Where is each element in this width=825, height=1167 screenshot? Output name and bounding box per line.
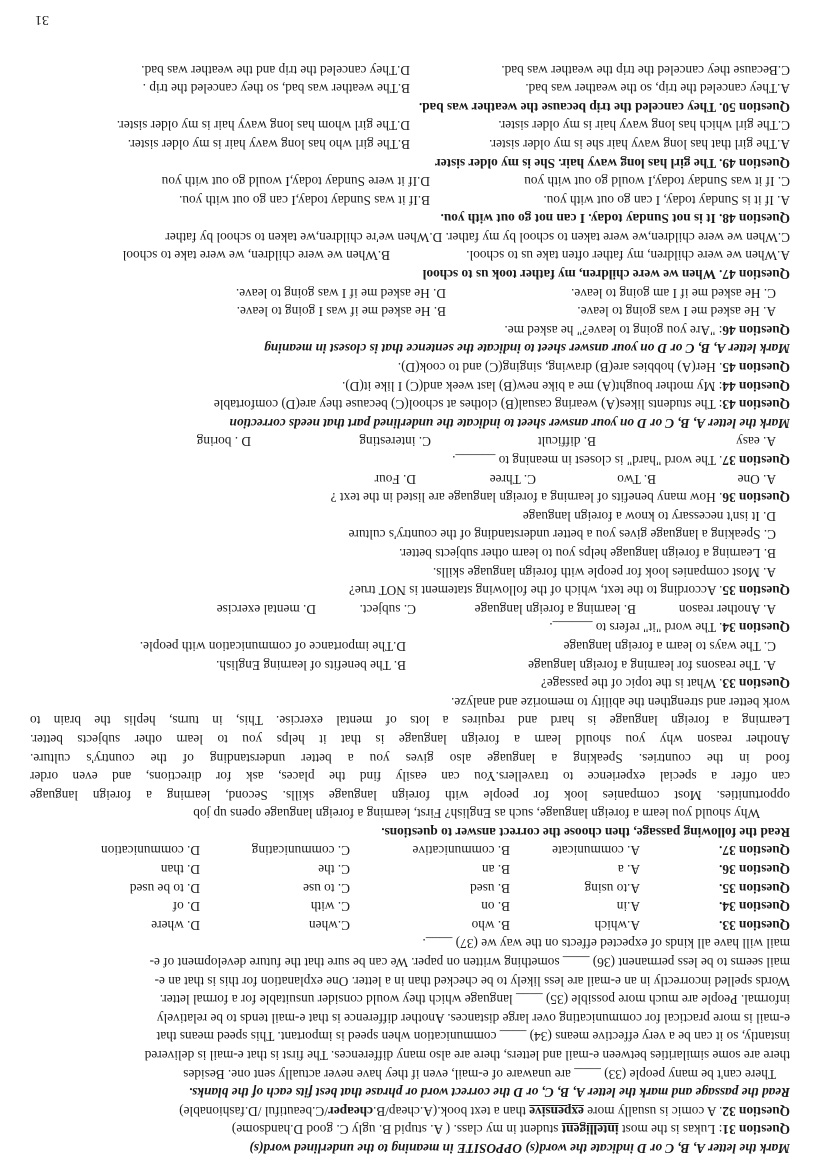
q46-options-cd: C. He asked me if I am going to leave. D. He asked me if I was going to leave. [235, 285, 776, 301]
reading-q35-option-c: C. Speaking a language gives you a better understanding of the country's culture [348, 527, 776, 543]
cloze-question-34: Question 34. A.in B. on C. with D. of [172, 899, 790, 915]
cloze-question-35: Question 35. A.to using B. used C. to use D. to be used [129, 880, 790, 896]
cloze-line: e-mail is more practical for communicating over large distances. Another difference is that e-mail tends to be relatively [156, 1010, 790, 1026]
q49-options-cd: C.The girl which has long wavy hair is my older sister. D.The girl whom has long wavy hair is my older sister. [116, 118, 790, 134]
reading-line: Why should you learn a foreign language, such as English? First, learning a foreign language opens up job [193, 806, 760, 822]
q50-options-cd: C.Because they canceled the trip the weather was bad. D.They canceled the trip and the weather was bad. [141, 62, 790, 78]
question-44: Question 44: My mother bought(A) me a bike new(B) last week and(C) I like it(D). [342, 378, 790, 394]
reading-q35-option-b: B. Learning a foreign language helps you to learn other subjects better. [399, 546, 776, 561]
cloze-question-37: Question 37. A. communicate B. communicative C. communicating D. communication [101, 843, 790, 859]
cloze-line: instantly, so it can be a very effective means (34) ____ communication when speed is important. This speed means that [156, 1029, 790, 1045]
reading-question-37: Question 37. The word "hard" is closest in meaning to ______. [452, 453, 790, 469]
reading-line: opportunities. Most companies look for people with foreign language skills. Second, learning a foreign language [30, 787, 790, 803]
reading-q36-options: A. One B. Two C. Three D. Four [374, 471, 776, 487]
reading-q33-options-cd: C. The ways to learn a foreign language D.The importance of communication with people. [139, 638, 776, 654]
question-49: Question 49. The girl has long wavy hair. She is my older sister [434, 155, 790, 171]
question-32: Question 32. A comic is usually more expensive than a text book.(A.cheap/B.cheaper/C.beautiful /D.fashionable) [179, 1103, 790, 1119]
reading-line: can offer a special experience to travellers.You can easily find the places, ask for directions, and even order [30, 769, 790, 785]
reading-line: Learning a foreign language is hard and requires a lots of mental exercise. This, in turns, heplis the brain to [30, 713, 790, 729]
reading-line: Another reason why you should learn a foreign language is that it helps you to learn other subjects better. [30, 731, 790, 747]
exam-content [30, 60, 790, 1157]
cloze-line: mail will have all kinds of expected effects on the way we (37) ____. [422, 936, 790, 952]
question-45: Question 45. Her(A) hobbies are(B) drawing, singing(C) and to cook(D). [397, 360, 790, 376]
cloze-line: informal. People are much more possible (35) ____ language which they would consider unsuitable for a formal letter. [159, 992, 790, 1008]
reading-q33-options-ab: A. The reasons for learning a foreign language B. The benefits of learning English. [216, 657, 776, 673]
question-43: Question 43: The students likes(A) wearing casual(B) clothes at school(C) because they are(D) comfortable [213, 397, 790, 413]
cloze-line: there are some similarities between e-mail and letters, there are also many differences. The first is that e-mail is delivered [144, 1048, 790, 1064]
q47-options-ab: A.When we were children, my father often take us to school. B.When we were children, we were take to school [122, 248, 790, 264]
reading-line: food in the countries. Speaking a language also gives you a better understanding of the country's culture. [30, 750, 790, 766]
q46-options-ab: A. He asked me I was going to leave. B. He asked me if was I going to leave. [236, 304, 776, 320]
reading-q37-options: A. easy B. difficult C. interesting D . boring [196, 434, 776, 450]
question-31: Question 31: Lukas is the most intelligent student in my class. ( A. stupid B. ugly C. good D.handsome) [231, 1122, 790, 1138]
reading-question-33: Question 33. What is the topic of the passage? [540, 676, 790, 692]
cloze-question-33: Question 33. A.which B. who C.when D. where [151, 917, 790, 933]
q48-options-ab: A. If it is Sunday today, I can go out with you. B.If it was Sunday today,I can go out with you. [178, 192, 790, 208]
reading-q35-option-d: D. It isn't necessary to know a foreign language [522, 508, 776, 524]
reading-question-36: Question 36. How many benefits of learning a foreign language are listed in the text ? [330, 490, 790, 506]
reading-q34-options: A. Another reason B. learning a foreign language C. subject. D. mental exercise [216, 601, 776, 617]
reading-question-35: Question 35. According to the text, which of the following statement is NOT true? [348, 583, 790, 599]
q50-options-ab: A.They canceled the trip, so the weather was bad. B.The weather was bad, so they canceled the trip . [142, 81, 790, 97]
closest-heading: Mark letter A, B, C or D on your answer sheet to indicate the sentence that is closest in meaning [264, 341, 790, 357]
opposite-heading: Mark the letter A, B, C or D indicate the word(s) OPPOSITE in meaning to the underlined word(s) [249, 1141, 790, 1156]
error-heading: Mark the letter A, B, C or D on your answer sheet to indicate the underlined part that needs correction [229, 415, 790, 431]
reading-question-34: Question 34. The word "it" refers to ______. [549, 620, 790, 636]
reading-q35-option-a: A. Most companies look for people with foreign language skills. [432, 564, 776, 580]
reading-heading: Read the following passage, then choose the correct answer to questions. [381, 824, 790, 840]
question-47: Question 47. When we were children, my father took us to school [422, 267, 790, 283]
cloze-line: There can't be many people (33) ____ are unaware of e-mail, even if they have never actually sent one. Besides [183, 1066, 776, 1082]
question-48: Question 48. It is not Sunday today. I can not go out with you. [440, 211, 790, 227]
q49-options-ab: A.The girl that has long wavy hair she is my older sister. B.The girl who has long wavy hair is my older sister. [127, 136, 790, 152]
cloze-heading: Read the passage and mark the letter A, B, C, or D the correct word or phrase that best fits each of the blanks. [188, 1085, 790, 1101]
question-50: Question 50. They canceled the trip because the weather was bad. [418, 99, 790, 115]
reading-line: work better and strengthen the ability to memorize and analyze. [451, 694, 790, 710]
q48-options-cd: C. If it was Sunday today,I would go out with you D.If it were Sunday today,I would go out with you [161, 174, 790, 190]
cloze-line: mail seems to be less permanent (36) ____ something written on paper. We can be sure that the future development of e- [149, 955, 790, 971]
q47-options-cd: C.When we were children,we were taken to school by my father. D.When we're children,we taken to school by father [165, 229, 790, 245]
cloze-line: Words spelled incorrectly in an e-mail are less likely to be checked than in a letter. One explanation for this is that an e- [154, 973, 790, 989]
page-number: 31 [35, 12, 49, 27]
question-46: Question 46: "Are you going to leave?" he asked me. [504, 322, 790, 338]
cloze-question-36: Question 36. A. a B. an C. the D. than [160, 862, 790, 878]
